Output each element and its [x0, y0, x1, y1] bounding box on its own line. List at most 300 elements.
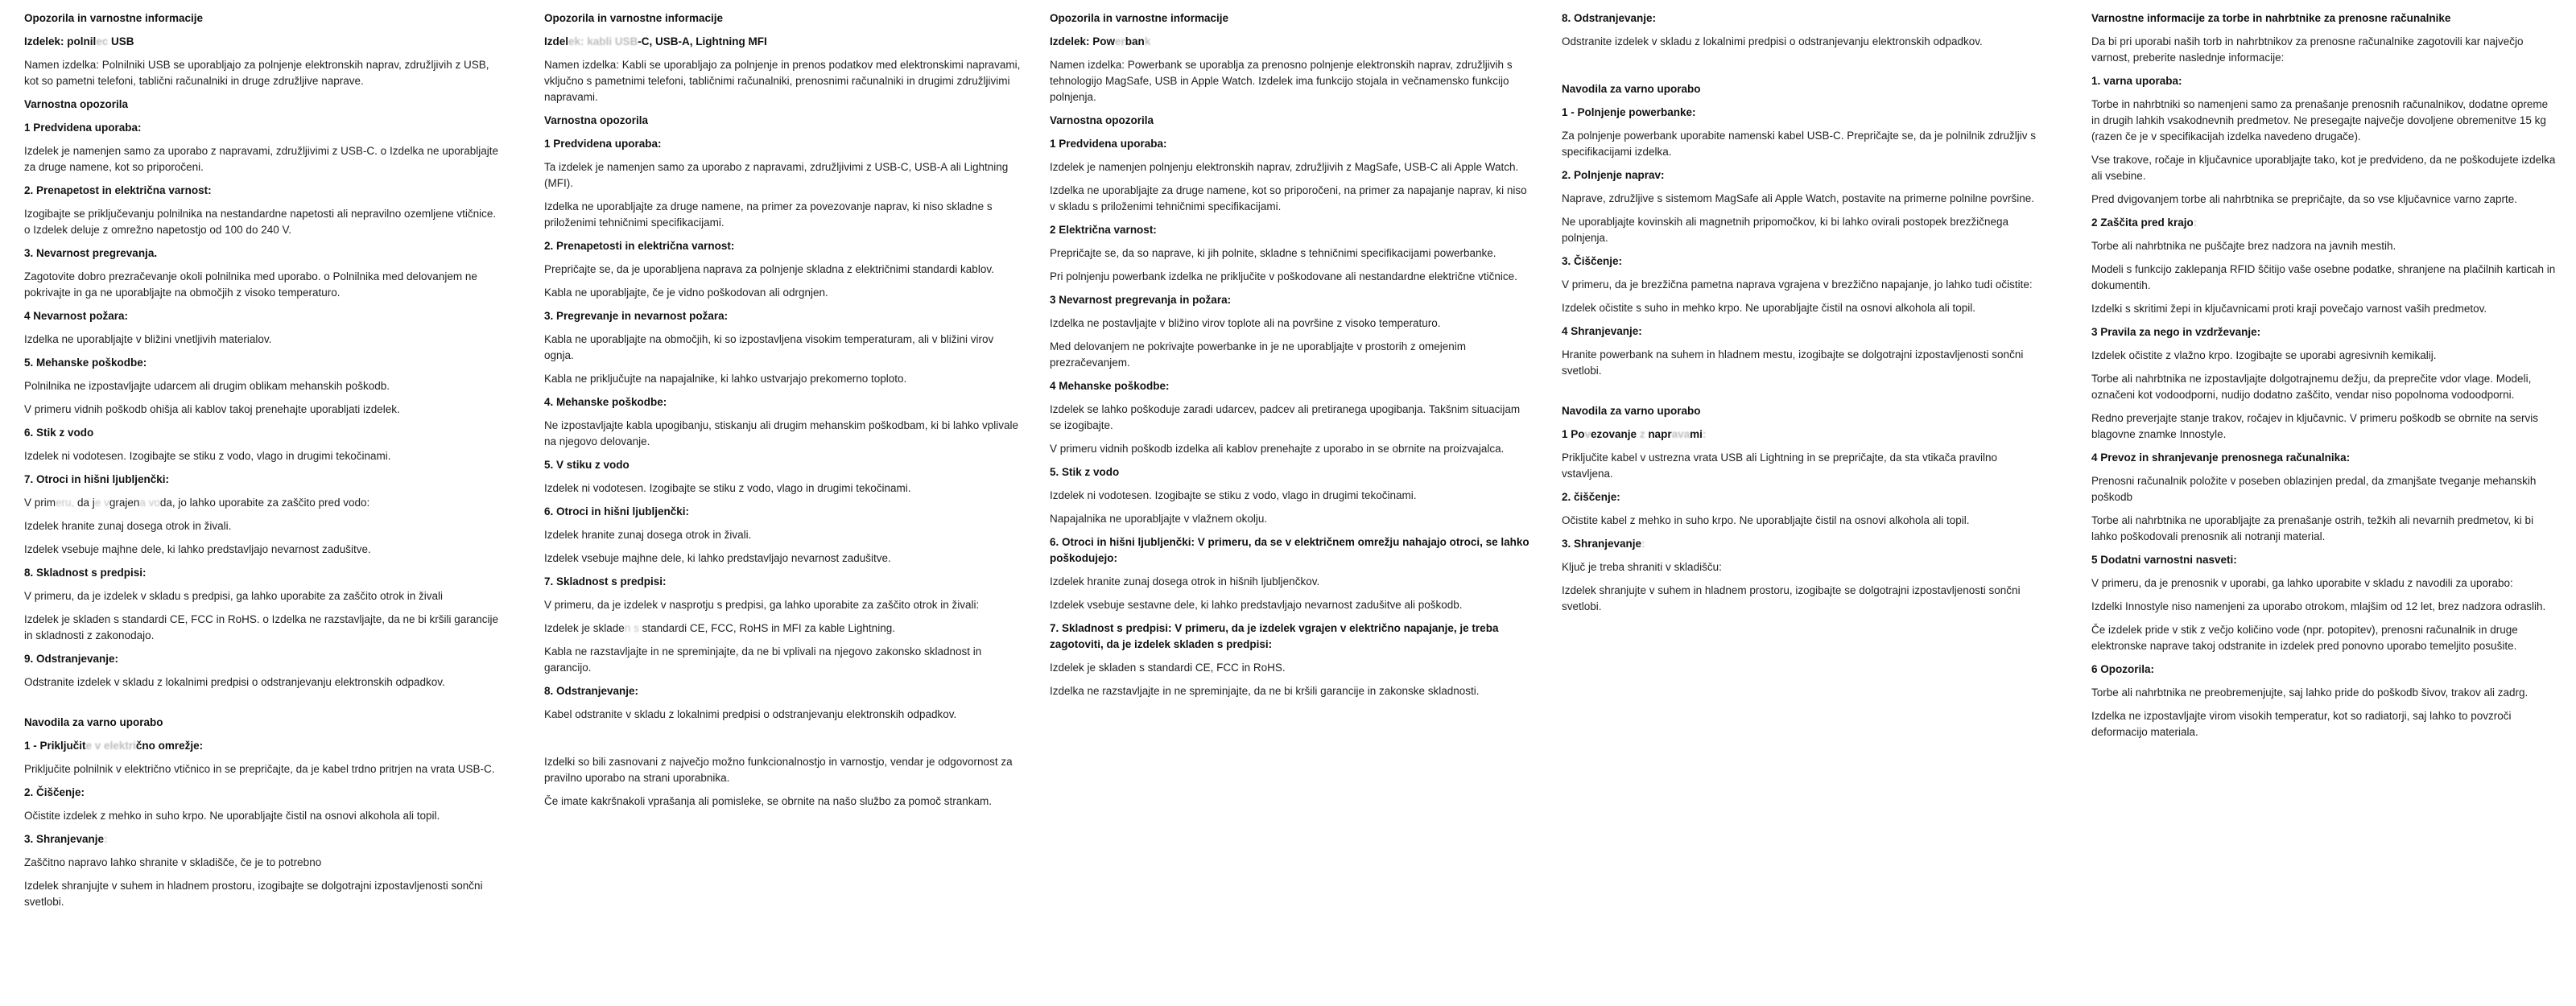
section-heading: [1050, 34, 1530, 50]
paragraph: [1050, 402, 1530, 434]
smudged-text-run: ek: kabli USB: [568, 35, 638, 47]
text-run: 1 Predvidena uporaba:: [544, 138, 662, 150]
paragraph: [1562, 450, 2041, 482]
spacer: [544, 730, 1024, 754]
text-run: Kabla ne priključujte na napajalnike, ki lahko ustvarjajo prekomerno toploto.: [544, 373, 907, 385]
paragraph: [24, 588, 504, 604]
paragraph: [1562, 513, 2041, 529]
text-run: 5. Mehanske poškodbe:: [24, 357, 147, 369]
paragraph: [24, 761, 504, 777]
text-run: Izdel: [544, 35, 569, 47]
text-run: Varnostne informacije za torbe in nahrbtnike za prenosne računalnike: [2091, 12, 2451, 24]
section-heading: [1050, 292, 1530, 308]
paragraph: [1562, 347, 2041, 379]
text-run: V primeru, da je izdelek v nasprotju s predpisi, ga lahko uporabite za zaščito otrok in živali:: [544, 599, 980, 611]
text-run: 4 Shranjevanje:: [1562, 325, 1642, 337]
text-run: 3 Nevarnost pregrevanja in požara:: [1050, 294, 1232, 306]
section-heading: [2091, 215, 2557, 231]
text-run: ban: [1125, 35, 1145, 47]
paragraph: [1562, 277, 2041, 293]
paragraph: [1050, 597, 1530, 613]
paragraph: [24, 402, 504, 418]
text-run: Redno preverjajte stanje trakov, ročajev in ključavnic. V primeru poškodb se obrnite na servis blagovne znamke Innostyle.: [2091, 412, 2539, 440]
section-heading: [24, 738, 504, 754]
text-run: Torbe ali nahrbtnika ne puščajte brez nadzora na javnih mestih.: [2091, 240, 2396, 252]
paragraph: [544, 199, 1024, 231]
text-run: V primeru vidnih poškodb ohišja ali kablov takoj prenehajte uporabljati izdelek.: [24, 403, 400, 415]
section-heading: [2091, 552, 2557, 568]
text-run: Opozorila in varnostne informacije: [24, 12, 204, 24]
paragraph: [1050, 159, 1530, 175]
text-run: Kabel odstranite v skladu z lokalnimi predpisi o odstranjevanju elektronskih odpadkov.: [544, 708, 957, 720]
section-heading: [544, 394, 1024, 410]
text-run: Varnostna opozorila: [544, 114, 649, 126]
paragraph: [544, 754, 1024, 786]
text-run: Da bi pri uporabi naših torb in nahrbtnikov za prenosne računalnike zagotovili kar največjo varnost, preberite naslednje informacije:: [2091, 35, 2524, 64]
paragraph: [2091, 348, 2557, 364]
paragraph: [2091, 262, 2557, 294]
smudged-text-run: eru,: [56, 497, 78, 509]
section-heading: [24, 10, 504, 27]
text-run: Med delovanjem ne pokrivajte powerbanke in je ne uporabljajte v prostorih z omejenim prezračevanjem.: [1050, 340, 1467, 369]
paragraph: [24, 674, 504, 691]
section-heading: [2091, 324, 2557, 340]
paragraph: [1562, 583, 2041, 615]
text-run: Opozorila in varnostne informacije: [544, 12, 724, 24]
text-run: 2. Prenapetosti in električna varnost:: [544, 240, 735, 252]
text-run: Izdelek: polnil: [24, 35, 97, 47]
text-run: Modeli s funkcijo zaklepanja RFID ščitijo vaše osebne podatke, shranjene na plačilnih karticah in dokumentih.: [2091, 263, 2556, 291]
text-run: 2 Električna varnost:: [1050, 224, 1157, 236]
paragraph: [2091, 410, 2557, 443]
section-heading: [1050, 621, 1530, 653]
smudged-text-run: :: [104, 833, 108, 845]
text-run: Priključite polnilnik v električno vtičnico in se prepričajte, da je kabel trdno pritrjen na vrata USB-C.: [24, 763, 495, 775]
paragraph: [24, 143, 504, 175]
paragraph: [2091, 34, 2557, 66]
section-heading: [2091, 662, 2557, 678]
paragraph: [2091, 371, 2557, 403]
text-run: 1. varna uporaba:: [2091, 75, 2182, 87]
text-run: 4 Prevoz in shranjevanje prenosnega računalnika:: [2091, 451, 2351, 464]
text-run: Očistite kabel z mehko in suho krpo. Ne uporabljajte čistil na osnovi alkohola ali topil.: [1562, 514, 1970, 526]
text-run: 6. Otroci in hišni ljubljenčki: V primeru, da se v električnem omrežju nahajajo otroci, se lahko poškodujejo:: [1050, 536, 1530, 564]
text-run: Pri polnjenju powerbank izdelka ne priključite v poškodovane ali nestandardne električne vtičnice.: [1050, 270, 1517, 282]
paragraph: [2091, 513, 2557, 545]
text-run: čno omrežje:: [135, 740, 204, 752]
spacer: [24, 698, 504, 715]
text-run: Izdelek shranjujte v suhem in hladnem prostoru, izogibajte se dolgotrajni izpostavljenosti sončni svetlobi.: [24, 880, 483, 908]
paragraph: [2091, 708, 2557, 740]
smudged-text-run: k: [1144, 35, 1151, 47]
text-run: Izdelki Innostyle niso namenjeni za uporabo otrokom, mlajšim od 12 let, brez nadzora odraslih.: [2091, 600, 2546, 612]
paragraph: [544, 480, 1024, 497]
text-run: Navodila za varno uporabo: [24, 716, 163, 728]
section-heading: [24, 565, 504, 581]
section-heading: [24, 97, 504, 113]
paragraph: [24, 808, 504, 824]
text-run: Hranite powerbank na suhem in hladnem mestu, izogibajte se dolgotrajni izpostavljenosti sončni svetlobi.: [1562, 348, 2024, 377]
text-run: Izdelek vsebuje majhne dele, ki lahko predstavljajo nevarnost zadušitve.: [544, 552, 891, 564]
paragraph: [1050, 683, 1530, 699]
text-run: Kabla ne uporabljajte, če je vidno poškodovan ali odrgnjen.: [544, 287, 828, 299]
smudged-text-run: :: [2193, 216, 2198, 229]
text-run: Namen izdelka: Powerbank se uporablja za prenosno polnjenje elektronskih naprav, združljivih s tehnologijo MagSafe, USB in Apple Watch. Izdelek ima funkcijo stojala in večnamensko funkcijo polnjenja.: [1050, 59, 1513, 103]
section-heading: [544, 574, 1024, 590]
text-run: Navodila za varno uporabo: [1562, 405, 1701, 417]
paragraph: [544, 707, 1024, 723]
paragraph: [1050, 511, 1530, 527]
text-run: Izdelek očistite z vlažno krpo. Izogibajte se uporabi agresivnih kemikalij.: [2091, 349, 2437, 361]
smudged-text-run: :: [1641, 538, 1645, 550]
text-run: 3. Čiščenje:: [1562, 255, 1623, 267]
text-run: Ne izpostavljajte kabla upogibanju, stiskanju ali drugim mehanskim poškodbam, ki bi lahko vplivale na njegovo delovanje.: [544, 419, 1019, 447]
text-run: 7. Skladnost s predpisi: V primeru, da je izdelek vgrajen v električno napajanje, je treba zagotoviti, da je izdelek skladen s predpisi:: [1050, 622, 1499, 650]
section-heading: [2091, 450, 2557, 466]
text-run: Polnilnika ne izpostavljajte udarcem ali drugim oblikam mehanskih poškodb.: [24, 380, 390, 392]
text-run: da, jo lahko uporabite za zaščito pred vodo:: [159, 497, 370, 509]
paragraph: [24, 378, 504, 394]
section-heading: [1562, 427, 2041, 443]
paragraph: [1050, 245, 1530, 262]
text-run: 5 Dodatni varnostni nasveti:: [2091, 554, 2237, 566]
text-run: 5. V stiku z vodo: [544, 459, 630, 471]
text-run: 2. Polnjenje naprav:: [1562, 169, 1665, 181]
text-run: ezovanje: [1591, 428, 1640, 440]
text-run: 4 Nevarnost požara:: [24, 310, 129, 322]
text-run: Kabla ne razstavljajte in ne spreminjajte, da ne bi vplivali na njegovo zakonsko skladnost in garancijo.: [544, 645, 982, 674]
text-column-usb-charger: [24, 10, 504, 917]
section-heading: [544, 113, 1024, 129]
section-heading: [544, 136, 1024, 152]
paragraph: [2091, 599, 2557, 615]
text-run: Izdelek vsebuje sestavne dele, ki lahko predstavljajo nevarnost zadušitve ali poškodb.: [1050, 599, 1463, 611]
text-run: 2. Čiščenje:: [24, 786, 85, 798]
text-run: 2 Zaščita pred krajo: [2091, 216, 2194, 229]
text-run: Izdelka ne razstavljajte in ne spreminjajte, da ne bi kršili garancije in zakonske skladnosti.: [1050, 685, 1480, 697]
text-run: 1 - Priključit: [24, 740, 86, 752]
text-run: 8. Odstranjevanje:: [544, 685, 639, 697]
text-run: Izdelek je namenjen samo za uporabo z napravami, združljivimi z USB-C. o Izdelka ne uporabljajte za druge namene, kot so priporočeni.: [24, 145, 499, 173]
text-run: Izdelek je namenjen polnjenju elektronskih naprav, združljivih z MagSafe, USB-C ali Apple Watch.: [1050, 161, 1519, 173]
text-run: Zaščitno napravo lahko shranite v skladišče, če je to potrebno: [24, 856, 322, 868]
paragraph: [544, 418, 1024, 450]
text-run: Izdelek očistite s suho in mehko krpo. Ne uporabljajte čistil na osnovi alkohola ali topil.: [1562, 302, 1976, 314]
smudged-text-run: :: [1702, 428, 1707, 440]
text-run: Varnostna opozorila: [1050, 114, 1154, 126]
paragraph: [544, 644, 1024, 676]
paragraph: [24, 206, 504, 238]
paragraph: [1050, 183, 1530, 215]
text-run: 6. Stik z vodo: [24, 427, 94, 439]
paragraph: [2091, 622, 2557, 654]
paragraph: [544, 159, 1024, 192]
text-run: Zagotovite dobro prezračevanje okoli polnilnika med uporabo. o Polnilnika med delovanjem ne pokrivajte in ga ne uporabljajte na območjih z visoko temperaturo.: [24, 270, 477, 299]
text-run: Ta izdelek je namenjen samo za uporabo z napravami, združljivimi z USB-C, USB-A ali Lightning (MFI).: [544, 161, 1009, 189]
text-run: Varnostna opozorila: [24, 98, 129, 110]
paragraph: [2091, 192, 2557, 208]
text-run: 3 Pravila za nego in vzdrževanje:: [2091, 326, 2261, 338]
section-heading: [1562, 10, 2041, 27]
text-run: Izdelek ni vodotesen. Izogibajte se stiku z vodo, vlago in drugimi tekočinami.: [544, 482, 911, 494]
section-heading: [24, 472, 504, 488]
text-run: Izdelek hranite zunaj dosega otrok in živali.: [24, 520, 232, 532]
text-run: 9. Odstranjevanje:: [24, 653, 119, 665]
text-column-laptop-bags: [2091, 10, 2557, 748]
text-run: Napajalnika ne uporabljajte v vlažnem okolju.: [1050, 513, 1268, 525]
section-heading: [1050, 136, 1530, 152]
paragraph: [1562, 128, 2041, 160]
text-run: Izdelki s skritimi žepi in ključavnicami proti kraji povečajo varnost vaših predmetov.: [2091, 303, 2487, 315]
text-run: Za polnjenje powerbank uporabite namenski kabel USB-C. Prepričajte se, da je polnilnik združljiv s specifikacijami izdelka.: [1562, 130, 2037, 158]
text-run: Izdelka ne izpostavljajte virom visokih temperatur, kot so radiatorji, saj lahko to povzroči deformacijo materiala.: [2091, 710, 2512, 738]
text-run: Če izdelek pride v stik z večjo količino vode (npr. potopitev), prenosni računalnik in druge elektronske naprave takoj odstranite in izdelek pred ponovno uporabo temeljito posušite.: [2091, 624, 2518, 652]
paragraph: [24, 612, 504, 644]
text-run: Očistite izdelek z mehko in suho krpo. Ne uporabljajte čistil na osnovi alkohola ali topil.: [24, 810, 440, 822]
paragraph: [1050, 57, 1530, 105]
paragraph: [2091, 238, 2557, 254]
section-heading: [1050, 534, 1530, 567]
text-run: 6. Otroci in hišni ljubljenčki:: [544, 505, 690, 517]
text-run: Torbe ali nahrbtnika ne uporabljajte za prenašanje ostrih, težkih ali nevarnih predmetov, ki bi lahko poškodovali prenosnik ali notranji material.: [2091, 514, 2534, 542]
section-heading: [544, 10, 1024, 27]
section-heading: [1562, 324, 2041, 340]
paragraph: [1050, 660, 1530, 676]
paragraph: [24, 57, 504, 89]
text-run: Vse trakove, ročaje in ključavnice uporabljajte tako, kot je predvideno, da ne poškodujete izdelka ali vsebine.: [2091, 154, 2556, 182]
text-run: V primeru vidnih poškodb izdelka ali kablov prenehajte z uporabo in se obrnite na proizvajalca.: [1050, 443, 1505, 455]
smudged-text-run: z: [1639, 428, 1645, 440]
section-heading: [24, 183, 504, 199]
paragraph: [1562, 34, 2041, 50]
paragraph: [1050, 574, 1530, 590]
section-heading: [1050, 464, 1530, 480]
paragraph: [1562, 300, 2041, 316]
text-run: Izdelka ne uporabljajte v bližini vnetljivih materialov.: [24, 333, 272, 345]
section-heading: [1562, 105, 2041, 121]
paragraph: [1050, 315, 1530, 332]
text-run: Odstranite izdelek v skladu z lokalnimi predpisi o odstranjevanju elektronskih odpadkov.: [1562, 35, 1983, 47]
text-run: Izdelki so bili zasnovani z največjo možno funkcionalnostjo in varnostjo, vendar je odgovornost za pravilno uporabo na strani uporabnika.: [544, 756, 1013, 784]
text-run: Namen izdelka: Kabli se uporabljajo za polnjenje in prenos podatkov med elektronskimi napravami, vključno s pametnimi telefoni, tabličnimi računalniki, prenosnimi računalniki in drugimi združljivimi napravami.: [544, 59, 1021, 103]
paragraph: [24, 495, 504, 511]
section-heading: [1562, 167, 2041, 183]
section-heading: [1050, 10, 1530, 27]
section-heading: [24, 308, 504, 324]
section-heading: [1050, 378, 1530, 394]
text-run: Izdelek ni vodotesen. Izogibajte se stiku z vodo, vlago in drugimi tekočinami.: [1050, 489, 1417, 501]
text-run: Kabla ne uporabljajte na območjih, ki so izpostavljena visokim temperaturam, ali v bližini virov ognja.: [544, 333, 994, 361]
section-heading: [544, 238, 1024, 254]
paragraph: [24, 448, 504, 464]
text-run: napr: [1645, 428, 1672, 440]
text-run: V primeru, da je brezžična pametna naprava vgrajena v brezžično napajanje, jo lahko tudi očistite:: [1562, 278, 2033, 291]
section-heading: [544, 683, 1024, 699]
text-run: Torbe ali nahrbtnika ne izpostavljajte dolgotrajnemu dežju, da preprečite vdor vlage. Modeli, označeni kot vodoodporni, nudijo dodatno zaščito, vendar niso popolnoma vodoodporni.: [2091, 373, 2532, 401]
text-run: Prepričajte se, da je uporabljena naprava za polnjenje skladna z električnimi standardi kablov.: [544, 263, 994, 275]
paragraph: [1050, 488, 1530, 504]
spacer: [1562, 386, 2041, 403]
spacer: [1562, 57, 2041, 81]
text-run: grajen: [109, 497, 140, 509]
text-run: Navodila za varno uporabo: [1562, 83, 1701, 95]
text-run: V primeru, da je izdelek v skladu s predpisi, ga lahko uporabite za zaščito otrok in živali: [24, 590, 444, 602]
section-heading: [544, 308, 1024, 324]
text-run: Ključ je treba shraniti v skladišču:: [1562, 561, 1722, 573]
text-run: V primeru, da je prenosnik v uporabi, ga lahko uporabite v skladu z navodili za uporabo:: [2091, 577, 2513, 589]
text-run: 2. Prenapetost in električna varnost:: [24, 184, 212, 196]
section-heading: [1562, 536, 2041, 552]
text-run: 2. čiščenje:: [1562, 491, 1620, 503]
text-column-cables: [544, 10, 1024, 817]
text-run: Izdelek je skladen s standardi CE, FCC in RoHS.: [1050, 662, 1286, 674]
text-run: Torbe ali nahrbtnika ne preobremenjujte, saj lahko pride do poškodb šivov, trakov ali zadrg.: [2091, 686, 2529, 699]
text-run: Izdelka ne uporabljajte za druge namene, na primer za povezovanje naprav, ki niso skladne s priloženimi tehničnimi specifikacijami.: [544, 200, 993, 229]
text-run: 6 Opozorila:: [2091, 663, 2155, 675]
section-heading: [24, 34, 504, 50]
paragraph: [1050, 441, 1530, 457]
text-run: 3. Shranjevanje: [1562, 538, 1642, 550]
text-run: Izdelek hranite zunaj dosega otrok in živali.: [544, 529, 752, 541]
section-heading: [2091, 10, 2557, 27]
smudged-text-run: ec: [96, 35, 109, 47]
text-run: Izdelka ne uporabljajte za druge namene, kot so priporočeni, na primer za napajanje naprav, ki niso v skladu s priloženimi tehničnimi specifikacijami.: [1050, 184, 1527, 212]
paragraph: [24, 332, 504, 348]
section-heading: [24, 785, 504, 801]
section-heading: [544, 504, 1024, 520]
text-run: 4 Mehanske poškodbe:: [1050, 380, 1170, 392]
paragraph: [544, 527, 1024, 543]
smudged-text-run: a vo: [139, 497, 160, 509]
section-heading: [24, 355, 504, 371]
text-run: V prim: [24, 497, 56, 509]
text-run: 1 Predvidena uporaba:: [1050, 138, 1167, 150]
text-run: 1 Po: [1562, 428, 1585, 440]
section-heading: [544, 34, 1024, 50]
text-run: Naprave, združljive s sistemom MagSafe ali Apple Watch, postavite na primerne polnilne površine.: [1562, 192, 2035, 204]
text-run: Če imate kakršnakoli vprašanja ali pomisleke, se obrnite na našo službo za pomoč strankam.: [544, 795, 993, 807]
section-heading: [24, 715, 504, 731]
paragraph: [2091, 473, 2557, 505]
text-run: Torbe in nahrbtniki so namenjeni samo za prenašanje prenosnih računalnikov, dodatne opreme in drugih lahkih vsakodnevnih predmetov. Ne presegajte največje dovoljene obremenitve 15 kg (razen če je v specifikacijah izdelka navedeno drugače).: [2091, 98, 2549, 142]
text-run: Izdelek hranite zunaj dosega otrok in hišnih ljubljenčkov.: [1050, 575, 1320, 588]
text-run: Izdelek vsebuje majhne dele, ki lahko predstavljajo nevarnost zadušitve.: [24, 543, 371, 555]
text-run: 4. Mehanske poškodbe:: [544, 396, 667, 408]
paragraph: [1562, 559, 2041, 575]
text-run: 1 - Polnjenje powerbanke:: [1562, 106, 1696, 118]
text-run: 5. Stik z vodo: [1050, 466, 1120, 478]
text-run: 7. Otroci in hišni ljubljenčki:: [24, 473, 170, 485]
section-heading: [1050, 222, 1530, 238]
smudged-text-run: e v: [94, 497, 109, 509]
paragraph: [2091, 685, 2557, 701]
section-heading: [1050, 113, 1530, 129]
text-run: Izogibajte se priključevanju polnilnika na nestandardne napetosti ali nepravilno ozemljene vtičnice. o Izdelek deluje z omrežno napetostjo od 100 do 240 V.: [24, 208, 497, 236]
text-run: Izdelek je skladen s standardi CE, FCC in RoHS. o Izdelka ne razstavljajte, da ne bi kršili garancije in skladnosti z zakonodajo.: [24, 613, 499, 641]
paragraph: [24, 518, 504, 534]
paragraph: [544, 621, 1024, 637]
paragraph: [2091, 575, 2557, 592]
text-column-usage-instructions: [1562, 10, 2041, 622]
text-run: USB: [108, 35, 134, 47]
paragraph: [2091, 97, 2557, 145]
paragraph: [544, 371, 1024, 387]
text-run: Priključite kabel v ustrezna vrata USB ali Lightning in se prepričajte, da sta vtikača pravilno vstavljena.: [1562, 451, 1998, 480]
paragraph: [1050, 269, 1530, 285]
text-run: Namen izdelka: Polnilniki USB se uporabljajo za polnjenje elektronskih naprav, združljivih z USB, kot so pametni telefoni, tablični računalniki in druge združljive naprave.: [24, 59, 489, 87]
text-run: 3. Pregrevanje in nevarnost požara:: [544, 310, 729, 322]
text-run: mi: [1690, 428, 1703, 440]
text-run: Prepričajte se, da so naprave, ki jih polnite, skladne s tehničnimi specifikacijami powerbanke.: [1050, 247, 1496, 259]
section-heading: [2091, 73, 2557, 89]
paragraph: [544, 262, 1024, 278]
paragraph: [544, 794, 1024, 810]
paragraph: [1562, 191, 2041, 207]
paragraph: [24, 878, 504, 910]
paragraph: [544, 332, 1024, 364]
paragraph: [544, 550, 1024, 567]
text-run: Izdelek: Pow: [1050, 35, 1116, 47]
text-run: -C, USB-A, Lightning MFI: [638, 35, 767, 47]
text-run: 3. Nevarnost pregrevanja.: [24, 247, 158, 259]
smudged-text-run: ava: [1671, 428, 1690, 440]
paragraph: [544, 597, 1024, 613]
paragraph: [544, 57, 1024, 105]
section-heading: [24, 425, 504, 441]
text-run: Izdelek shranjujte v suhem in hladnem prostoru, izogibajte se dolgotrajni izpostavljenosti sončni svetlobi.: [1562, 584, 2021, 612]
text-run: Izdelka ne postavljajte v bližino virov toplote ali na površine z visoko temperaturo.: [1050, 317, 1441, 329]
text-run: 7. Skladnost s predpisi:: [544, 575, 667, 588]
paragraph: [24, 542, 504, 558]
section-heading: [24, 120, 504, 136]
paragraph: [2091, 152, 2557, 184]
text-run: Pred dvigovanjem torbe ali nahrbtnika se prepričajte, da so vse ključavnice varno zaprte.: [2091, 193, 2518, 205]
paragraph: [2091, 301, 2557, 317]
text-column-powerbank: [1050, 10, 1530, 707]
text-run: Prenosni računalnik položite v poseben oblazinjen predal, da zmanjšate tveganje mehanskih poškodb: [2091, 475, 2537, 503]
section-heading: [1562, 489, 2041, 505]
text-run: standardi CE, FCC, RoHS in MFI za kable Lightning.: [638, 622, 895, 634]
text-run: 1 Predvidena uporaba:: [24, 122, 142, 134]
text-run: Izdelek se lahko poškoduje zaradi udarcev, padcev ali pretiranega upogibanja. Takšnim situacijam se izogibajte.: [1050, 403, 1521, 431]
section-heading: [1562, 254, 2041, 270]
smudged-text-run: er: [1115, 35, 1125, 47]
paragraph: [24, 855, 504, 871]
paragraph: [1562, 214, 2041, 246]
text-run: 3. Shranjevanje: [24, 833, 105, 845]
text-run: Odstranite izdelek v skladu z lokalnimi predpisi o odstranjevanju elektronskih odpadkov.: [24, 676, 445, 688]
section-heading: [1562, 403, 2041, 419]
section-heading: [24, 831, 504, 847]
smudged-text-run: v: [1584, 428, 1591, 440]
paragraph: [1050, 339, 1530, 371]
section-heading: [544, 457, 1024, 473]
text-run: 8. Odstranjevanje:: [1562, 12, 1657, 24]
text-run: 8. Skladnost s predpisi:: [24, 567, 147, 579]
paragraph: [24, 269, 504, 301]
smudged-text-run: e v elektri: [85, 740, 136, 752]
text-run: Izdelek je sklade: [544, 622, 625, 634]
text-run: Ne uporabljajte kovinskih ali magnetnih pripomočkov, ki bi lahko ovirali postopek brezžičnega polnjenja.: [1562, 216, 2009, 244]
smudged-text-run: n s: [624, 622, 639, 634]
section-heading: [24, 245, 504, 262]
text-run: Izdelek ni vodotesen. Izogibajte se stiku z vodo, vlago in drugimi tekočinami.: [24, 450, 391, 462]
section-heading: [1562, 81, 2041, 97]
section-heading: [24, 651, 504, 667]
text-run: da j: [77, 497, 95, 509]
paragraph: [544, 285, 1024, 301]
text-run: Opozorila in varnostne informacije: [1050, 12, 1229, 24]
